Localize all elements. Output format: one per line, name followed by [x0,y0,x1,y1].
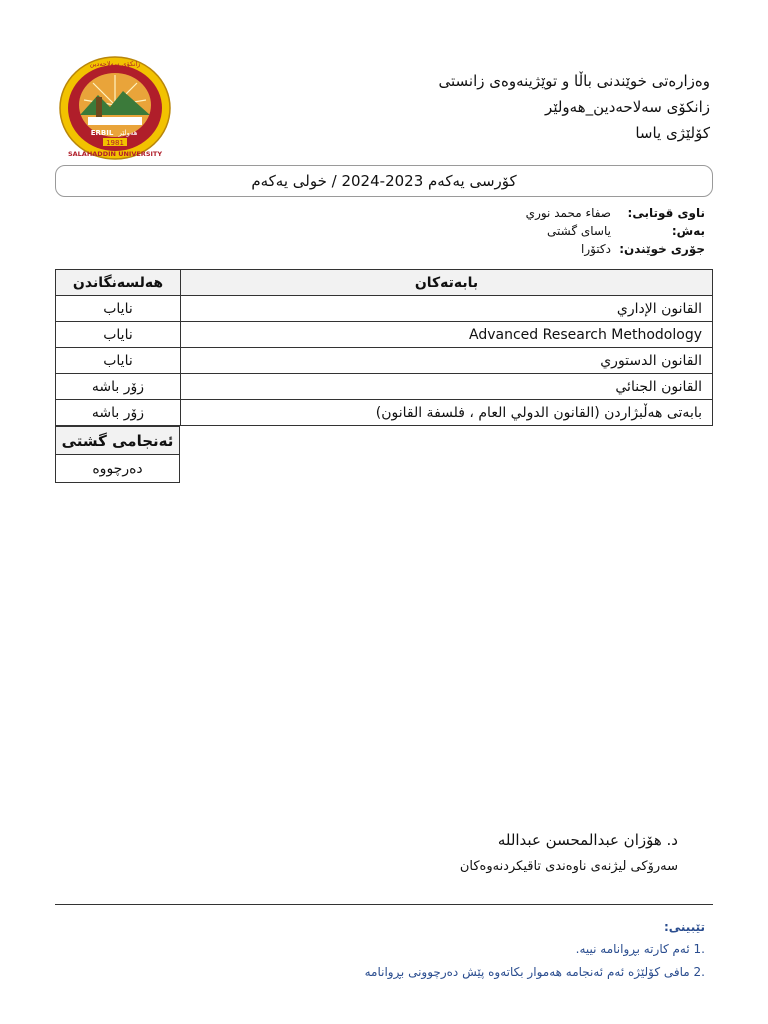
study-type-label: جۆری خوێندن: [619,242,705,256]
course-title: كۆرسی یەكەم 2023-2024 / خولی یەكەم [251,172,517,190]
note-item: .2 مافی كۆلێژە ئەم ئەنجامە هەموار بكاتەوە پێش دەرچوونی بڕوانامە [364,965,705,979]
subject-cell: القانون الإداري [181,296,713,322]
university-name: زانكۆی سەلاحەدین_هەولێر [545,98,710,116]
logo-top-text: زانكۆی سەلاحەدین [89,60,141,68]
salahaddin-university-logo [58,55,172,161]
overall-result-table [55,426,180,483]
grades-table [55,269,713,426]
grade-cell: ناياب [56,348,181,374]
subjects-header: بابەتەكان [181,270,713,296]
note-item: .1 ئەم كارتە بڕوانامە نییە. [575,942,705,956]
subject-cell: بابەتی هەڵبژاردن (القانون الدولي العام ، فلسفة القانون) [181,400,713,426]
grade-cell: ناياب [56,322,181,348]
department-row [300,222,705,240]
college-name: كۆلێژی یاسا [635,124,710,142]
department-label: بەش: [671,224,705,238]
course-title-box [55,165,713,197]
student-name: صفاء محمد نوري [525,206,611,220]
signatory-name: د. هۆزان عبدالمحسن عبدالله [497,831,678,849]
department-value: یاسای گشتی [547,224,611,238]
student-info [300,204,705,258]
overall-result-value: دەرچووە [56,455,180,483]
table-row [56,400,713,426]
table-row [56,296,713,322]
grades-table-header [56,270,713,296]
logo-city: ERBIL [90,129,114,137]
logo-university-name: SALAHADDIN UNIVERSITY [67,150,163,158]
student-name-label: ناوی قوتابی: [627,206,705,220]
subject-cell: القانون الدستوري [181,348,713,374]
study-type-value: دكتۆرا [580,242,611,256]
logo-year: 1981 [106,139,124,147]
study-type-row [300,240,705,258]
footer-divider [55,904,713,905]
notes-title: تێبینی: [663,920,705,934]
document-header [290,68,710,146]
table-row [56,322,713,348]
subject-cell: القانون الجنائي [181,374,713,400]
overall-result-label: ئەنجامی گشتی [56,427,180,455]
grades-header: هەلسەنگاندن [56,270,181,296]
student-name-row [300,204,705,222]
notes-section [145,916,705,984]
logo-city-kurdish: هەولێر [118,129,138,137]
subject-cell: Advanced Research Methodology [181,322,713,348]
signature-block [348,828,678,878]
signatory-title: سەرۆكی لیژنەی ناوەندی تاقیكردنەوەكان [459,859,678,874]
table-row [56,374,713,400]
grade-cell: ناياب [56,296,181,322]
table-row [56,348,713,374]
ministry-name: وەزارەتی خوێندنی باڵا و توێژینەوەی زانستی [438,72,710,90]
grade-cell: زۆر باشە [56,374,181,400]
grade-cell: زۆر باشە [56,400,181,426]
